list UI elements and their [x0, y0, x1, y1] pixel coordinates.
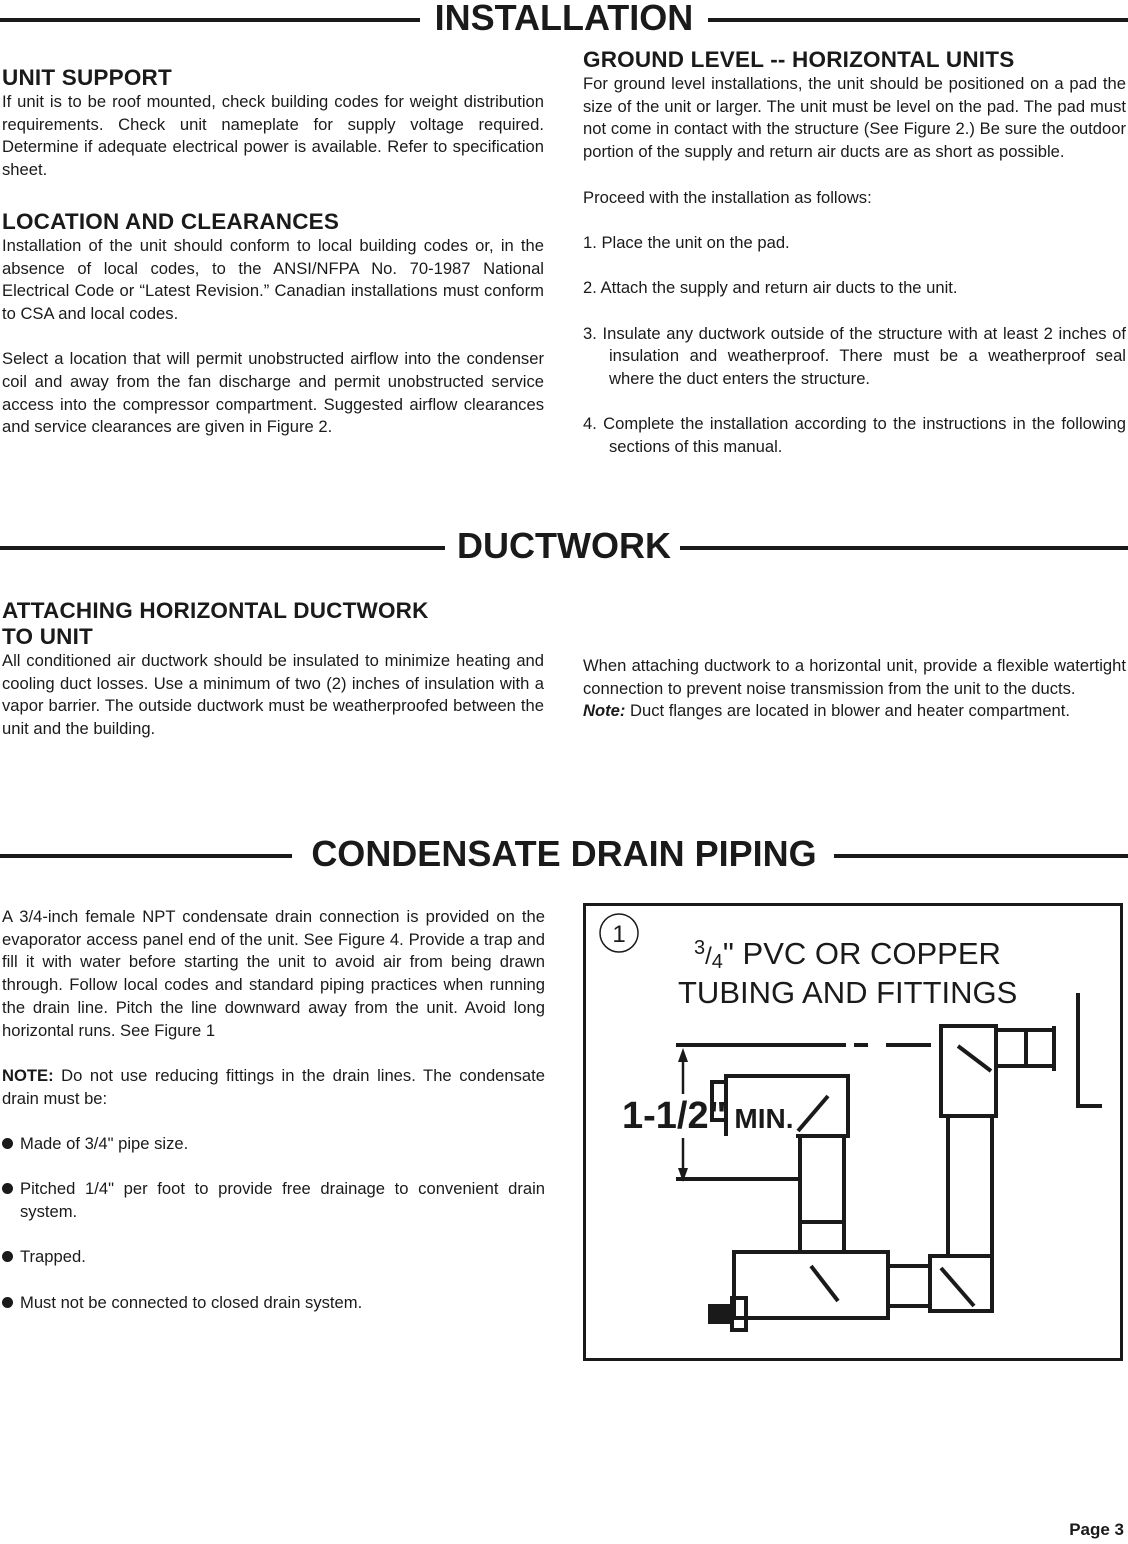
bullet-icon — [2, 1183, 13, 1194]
installation-left-column — [2, 65, 544, 439]
installation-section-title — [0, 0, 1128, 40]
cleanout-plug — [708, 1304, 732, 1324]
figure-1-drain-trap-diagram — [583, 903, 1123, 1361]
bullet-icon — [2, 1297, 13, 1308]
trap-upright-pipe — [800, 1136, 844, 1222]
bullet-icon — [2, 1251, 13, 1262]
installation-title: INSTALLATION — [427, 0, 702, 38]
figure-title-line-1: $^3_/$4" PVC OR COPPER — [694, 936, 1001, 973]
ground-level-paragraph-1: For ground level installations, the unit should be positioned on a pad the size of the unit or larger. The unit must be level on the pad. The pad must not come in contact with the structure (See Figure 2.) Be sure the outdoor portion of the supply and return air ducts are as short as possible. — [583, 74, 1126, 162]
installation-right-column — [583, 47, 1126, 459]
drain-requirement-4: Must not be connected to closed drain system. — [2, 1292, 545, 1315]
trap-tee-fitting — [734, 1252, 888, 1318]
step-3: 3. Insulate any ductwork outside of the structure with at least 2 inches of insulation and weatherproof. There must be a weatherproof seal where the duct enters the structure. — [583, 323, 1126, 389]
unit-support-heading: UNIT SUPPORT — [2, 65, 172, 90]
figure-title-line-2: TUBING AND FITTINGS — [678, 975, 1018, 1010]
ductwork-section-title — [0, 525, 1128, 568]
lower-right-elbow — [930, 1256, 992, 1311]
ductwork-title: DUCTWORK — [449, 525, 679, 566]
dimension-label: 1-1/2" MIN. — [622, 1095, 794, 1137]
drain-trap-illustration — [586, 906, 1120, 1358]
unit-support-text: If unit is to be roof mounted, check building codes for weight distribution requirements. Check unit nameplate for supply voltage required. Determine if adequate electrical power is available. Refer to specification sheet. — [2, 92, 544, 180]
condensate-title: CONDENSATE DRAIN PIPING — [303, 833, 824, 874]
drain-requirement-3: Trapped. — [2, 1246, 545, 1269]
condensate-note-label: NOTE: — [2, 1065, 54, 1085]
ductwork-note-text: Duct flanges are located in blower and heater compartment. — [625, 701, 1070, 721]
step-1: 1. Place the unit on the pad. — [583, 232, 790, 252]
bullet-icon — [2, 1138, 13, 1149]
condensate-section-title — [0, 833, 1128, 876]
trap-coupling — [888, 1266, 930, 1306]
ductwork-left-text: All conditioned air ductwork should be insulated to minimize heating and cooling duct losses. Use a minimum of two (2) inches of insulation with a vapor barrier. The outside ductwork must be weatherproofed between the unit and the building. — [2, 651, 544, 739]
drain-requirement-1: Made of 3/4" pipe size. — [2, 1133, 545, 1156]
step-4: 4. Complete the installation according to the instructions in the following sections of this manual. — [583, 414, 1126, 457]
ductwork-right-text: When attaching ductwork to a horizontal unit, provide a flexible watertight connection to prevent noise transmission from the unit to the ducts. — [583, 656, 1126, 698]
figure-number: 1 — [612, 921, 626, 948]
page-number: Page 3 — [1069, 1520, 1124, 1539]
condensate-note-text: Do not use reducing fittings in the drain lines. The condensate drain must be: — [2, 1065, 545, 1108]
ductwork-note-label: Note: — [583, 701, 626, 721]
condensate-paragraph: A 3/4-inch female NPT condensate drain connection is provided on the evaporator access panel end of the unit. See Figure 4. Provide a trap and fill it with water before starting the unit to avoid air from being drawn through. Follow local codes and standard piping practices when running the drain line. Pitch the line downward away from the unit. Avoid long horizontal runs. See Figure 1 — [2, 907, 545, 1040]
ductwork-left-column — [2, 598, 544, 741]
step-2: 2. Attach the supply and return air ducts to the unit. — [583, 278, 958, 298]
ductwork-heading-line-1: ATTACHING HORIZONTAL DUCTWORK — [2, 598, 429, 623]
location-heading: LOCATION AND CLEARANCES — [2, 208, 340, 234]
ground-level-paragraph-2: Proceed with the installation as follows: — [583, 187, 872, 207]
ground-level-heading: GROUND LEVEL -- HORIZONTAL UNITS — [583, 47, 1015, 72]
vertical-pipe — [948, 1116, 992, 1256]
tee-riser — [800, 1222, 844, 1252]
ductwork-right-column — [583, 655, 1126, 723]
ductwork-heading-line-2: TO UNIT — [2, 624, 93, 649]
drain-requirement-2: Pitched 1/4" per foot to provide free drainage to convenient drain system. — [2, 1178, 545, 1223]
location-paragraph-2: Select a location that will permit unobstructed airflow into the condenser coil and away from the fan discharge and permit unobstructed service access into the compressor compartment. Suggested airflow clearances and service clearances are given in Figure 2. — [2, 349, 544, 437]
location-paragraph-1: Installation of the unit should conform to local building codes or, in the absence of local codes, to the ANSI/NFPA No. 70-1987 National Electrical Code or “Latest Revision.” Canadian installations must conform to CSA and local codes. — [2, 235, 544, 323]
condensate-left-column — [2, 906, 545, 1315]
